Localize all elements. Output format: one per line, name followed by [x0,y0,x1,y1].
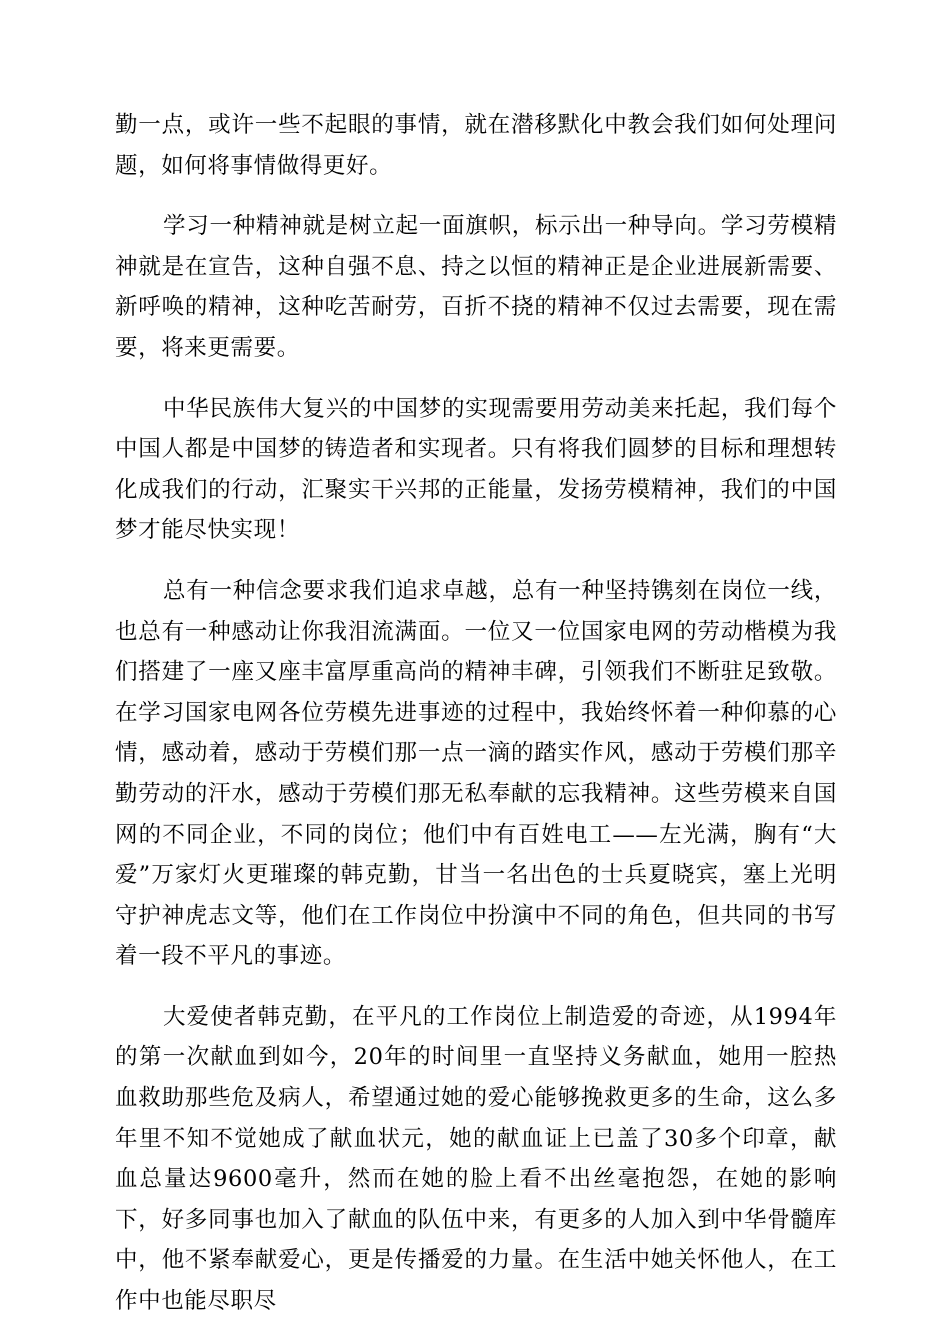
document-body [115,105,837,1342]
paragraph-5: 大爱使者韩克勤，在平凡的工作岗位上制造爱的奇迹，从1994年的第一次献血到如今，20年的时间里一直坚持义务献血，她用一腔热血救助那些危及病人，希望通过她的爱心能够挽救更多的生命，这么多年里不知不觉她成了献血状元，她的献血证上已盖了30多个印章，献血总量达9600毫升，然而在她的脸上看不出丝毫抱怨，在她的影响下，好多同事也加入了献血的队伍中来，有更多的人加入到中华骨髓库中，他不紧奉献爱心，更是传播爱的力量。在生活中她关怀他人，在工作中也能尽职尽 [115,1003,837,1315]
paragraph-4: 总有一种信念要求我们追求卓越，总有一种坚持镌刻在岗位一线，也总有一种感动让你我泪流满面。一位又一位国家电网的劳动楷模为我们搭建了一座又座丰富厚重高尚的精神丰碑，引领我们不断驻足致敬。在学习国家电网各位劳模先进事迹的过程中，我始终怀着一种仰慕的心情，感动着，感动于劳模们那一点一滴的踏实作风，感动于劳模们那辛勤劳动的汗水，感动于劳模们那无私奉献的忘我精神。这些劳模来自国网的不同企业，不同的岗位；他们中有百姓电工——左光满，胸有“大爱”万家灯火更璀璨的韩克勤，甘当一名出色的士兵夏晓宾，塞上光明守护神虎志文等，他们在工作岗位中扮演中不同的角色，但共同的书写着一段不平凡的事迹。 [115,577,837,970]
paragraph-2: 学习一种精神就是树立起一面旗帜，标示出一种导向。学习劳模精神就是在宣告，这种自强不息、持之以恒的精神正是企业进展新需要、新呼唤的精神，这种吃苦耐劳，百折不挠的精神不仅过去需要，现在需要，将来更需要。 [115,213,837,361]
paragraph-1: 勤一点，或许一些不起眼的事情，就在潜移默化中教会我们如何处理问题，如何将事情做得更好。 [115,112,837,179]
paragraph-3: 中华民族伟大复兴的中国梦的实现需要用劳动美来托起，我们每个中国人都是中国梦的铸造者和实现者。只有将我们圆梦的目标和理想转化成我们的行动，汇聚实干兴邦的正能量，发扬劳模精神，我们的中国梦才能尽快实现！ [115,395,837,544]
